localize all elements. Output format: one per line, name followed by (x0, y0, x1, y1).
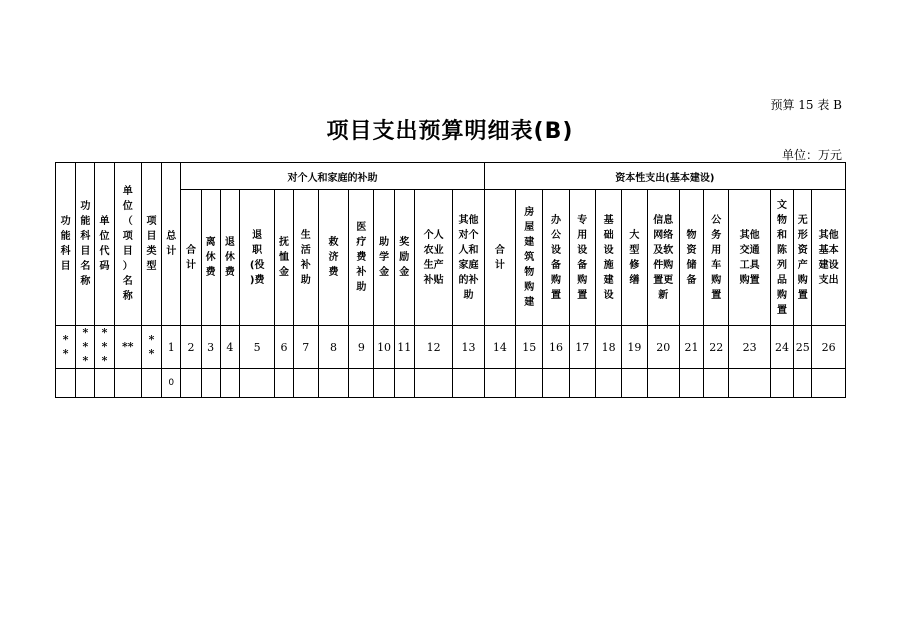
header-unit-project-name: 单 位 （ 项 目 ） 名 称 (114, 163, 141, 326)
code-cell: * * (56, 326, 76, 369)
personal-column-header: 退 职 (役 )费 (239, 190, 274, 326)
personal-column-header: 生 活 补 助 (293, 190, 318, 326)
capital-column-header: 大 型 修 缮 (622, 190, 647, 326)
column-number: 4 (220, 326, 239, 369)
column-number: 14 (484, 326, 515, 369)
data-cell[interactable] (220, 369, 239, 398)
unit-label: 单位：万元 (781, 148, 842, 162)
data-cell[interactable] (569, 369, 595, 398)
personal-column-header: 抚 恤 金 (275, 190, 293, 326)
data-cell[interactable] (374, 369, 394, 398)
column-number: 8 (318, 326, 348, 369)
column-number: 6 (275, 326, 293, 369)
personal-column-header: 其他 对个 人和 家庭 的补 助 (453, 190, 484, 326)
column-number: 11 (394, 326, 414, 369)
data-cell[interactable] (293, 369, 318, 398)
group-header-personal: 对个人和家庭的补助 (181, 163, 484, 190)
capital-column-header: 合 计 (484, 190, 515, 326)
data-cell[interactable] (56, 369, 76, 398)
data-cell[interactable] (484, 369, 515, 398)
data-cell[interactable] (239, 369, 274, 398)
personal-column-header: 离 休 费 (201, 190, 220, 326)
column-number: 15 (516, 326, 543, 369)
column-number: 12 (414, 326, 452, 369)
column-number: 18 (595, 326, 621, 369)
capital-column-header: 办 公 设 备 购 置 (543, 190, 569, 326)
capital-column-header: 公 务 用 车 购 置 (704, 190, 729, 326)
column-number: 5 (239, 326, 274, 369)
column-number: 26 (812, 326, 846, 369)
personal-column-header: 医 疗 费 补 助 (349, 190, 374, 326)
data-cell[interactable] (201, 369, 220, 398)
column-number: 3 (201, 326, 220, 369)
column-number: 19 (622, 326, 647, 369)
data-cell[interactable] (516, 369, 543, 398)
header-project-type: 项 目 类 型 (141, 163, 161, 326)
data-cell[interactable] (414, 369, 452, 398)
column-number: 1 (162, 326, 181, 369)
column-number: 2 (181, 326, 201, 369)
header-grand-total: 总 计 (162, 163, 181, 326)
column-number: 16 (543, 326, 569, 369)
column-number: 9 (349, 326, 374, 369)
capital-column-header: 其他 交通 工具 购置 (729, 190, 770, 326)
data-cell[interactable] (595, 369, 621, 398)
code-cell: * * * (76, 326, 95, 369)
data-cell[interactable] (349, 369, 374, 398)
column-number: 10 (374, 326, 394, 369)
code-cell: * * (141, 326, 161, 369)
column-number: 13 (453, 326, 484, 369)
capital-column-header: 专 用 设 备 购 置 (569, 190, 595, 326)
column-number: 20 (647, 326, 679, 369)
capital-column-header: 文 物 和 陈 列 品 购 置 (770, 190, 793, 326)
data-row (56, 369, 846, 398)
data-cell[interactable] (812, 369, 846, 398)
data-cell[interactable] (181, 369, 201, 398)
column-number: 21 (679, 326, 703, 369)
data-cell[interactable] (647, 369, 679, 398)
budget-table (55, 162, 846, 398)
data-cell[interactable] (794, 369, 812, 398)
column-number: 23 (729, 326, 770, 369)
data-cell[interactable] (704, 369, 729, 398)
grand-total-value[interactable]: 0 (162, 369, 181, 398)
personal-column-header: 救 济 费 (318, 190, 348, 326)
data-cell[interactable] (141, 369, 161, 398)
personal-column-header: 退 休 费 (220, 190, 239, 326)
group-header-capital: 资本性支出(基本建设) (484, 163, 845, 190)
code-cell: * * * (95, 326, 114, 369)
page-title: 项目支出预算明细表(B) (326, 119, 574, 144)
header-function-subject-name: 功 能 科 目 名 称 (76, 163, 95, 326)
capital-column-header: 基 础 设 施 建 设 (595, 190, 621, 326)
data-cell[interactable] (76, 369, 95, 398)
capital-column-header: 其他 基本 建设 支出 (812, 190, 846, 326)
data-cell[interactable] (679, 369, 703, 398)
personal-column-header: 奖 励 金 (394, 190, 414, 326)
data-cell[interactable] (770, 369, 793, 398)
data-cell[interactable] (318, 369, 348, 398)
column-number: 24 (770, 326, 793, 369)
data-cell[interactable] (394, 369, 414, 398)
capital-column-header: 信息 网络 及软 件购 置更 新 (647, 190, 679, 326)
data-cell[interactable] (453, 369, 484, 398)
data-cell[interactable] (729, 369, 770, 398)
column-number: 7 (293, 326, 318, 369)
column-number: 25 (794, 326, 812, 369)
header-function-subject: 功 能 科 目 (56, 163, 76, 326)
capital-column-header: 房 屋 建 筑 物 购 建 (516, 190, 543, 326)
capital-column-header: 物 资 储 备 (679, 190, 703, 326)
data-cell[interactable] (275, 369, 293, 398)
column-number: 17 (569, 326, 595, 369)
data-cell[interactable] (622, 369, 647, 398)
personal-column-header: 助 学 金 (374, 190, 394, 326)
data-cell[interactable] (114, 369, 141, 398)
code-row (56, 326, 846, 369)
data-cell[interactable] (543, 369, 569, 398)
data-cell[interactable] (95, 369, 114, 398)
personal-column-header: 个人 农业 生产 补贴 (414, 190, 452, 326)
column-number: 22 (704, 326, 729, 369)
form-number: 预算 15 表 B (770, 98, 842, 112)
capital-column-header: 无 形 资 产 购 置 (794, 190, 812, 326)
personal-column-header: 合 计 (181, 190, 201, 326)
header-unit-code: 单 位 代 码 (95, 163, 114, 326)
code-cell: ** (114, 326, 141, 369)
